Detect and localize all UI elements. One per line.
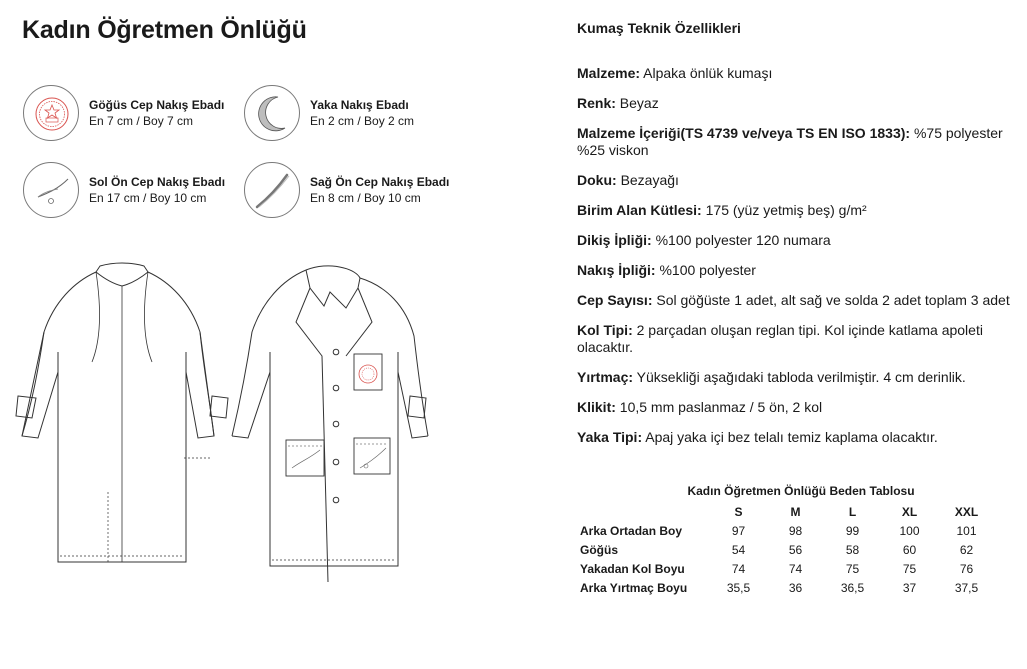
table-cell: 37: [902, 580, 917, 595]
fabric-specs: [577, 20, 1027, 459]
table-cell: 76: [959, 561, 974, 576]
embroidery-title: Yaka Nakış Ebadı: [310, 98, 409, 112]
specs-heading: Kumaş Teknik Özellikleri: [577, 20, 741, 36]
coat-front-drawing: [232, 266, 428, 582]
row-label: Yakadan Kol Boyu: [580, 561, 685, 576]
table-cell: 60: [902, 542, 917, 557]
embroidery-size: En 17 cm / Boy 10 cm: [89, 191, 207, 205]
spec-color: Renk: Beyaz: [577, 95, 659, 111]
spec-embroidery-thread: Nakış İpliği: %100 polyester: [577, 262, 756, 278]
size-table: [577, 484, 995, 597]
table-cell: 74: [731, 561, 746, 576]
table-cell: 99: [845, 523, 860, 538]
size-header: S: [734, 504, 743, 519]
size-header: M: [790, 504, 801, 519]
swoosh-icon: [23, 162, 79, 218]
spec-sewing-thread: Dikiş İpliği: %100 polyester 120 numara: [577, 232, 831, 248]
table-row: [577, 521, 995, 540]
spec-slit: Yırtmaç: Yüksekliği aşağıdaki tabloda verilmiştir. 4 cm derinlik.: [577, 369, 966, 385]
size-header-row: [577, 502, 995, 521]
row-label: Göğüs: [580, 542, 618, 557]
coat-back-drawing: [16, 263, 228, 562]
size-table-title: Kadın Öğretmen Önlüğü Beden Tablosu: [687, 484, 915, 498]
spec-sleeve-type: Kol Tipi: 2 parçadan oluşan reglan tipi. Kol içinde katlama apoleti olacaktır.: [577, 322, 983, 355]
emblem-icon: [23, 85, 79, 141]
table-cell: 56: [788, 542, 803, 557]
table-cell: 97: [731, 523, 746, 538]
embroidery-title: Sol Ön Cep Nakış Ebadı: [89, 175, 226, 189]
table-row: [577, 540, 995, 559]
table-cell: 74: [788, 561, 803, 576]
table-cell: 100: [899, 523, 920, 538]
table-cell: 75: [845, 561, 860, 576]
embroidery-size: En 8 cm / Boy 10 cm: [310, 191, 421, 205]
table-cell: 101: [956, 523, 977, 538]
embroidery-title: Sağ Ön Cep Nakış Ebadı: [310, 175, 450, 189]
spec-snap: Klikit: 10,5 mm paslanmaz / 5 ön, 2 kol: [577, 399, 823, 415]
embroidery-size: En 2 cm / Boy 2 cm: [310, 114, 415, 128]
table-row: [577, 559, 995, 578]
embroidery-left-front-pocket: [23, 162, 225, 218]
size-header-blank: [577, 502, 710, 521]
table-cell: 37,5: [954, 580, 979, 595]
embroidery-right-front-pocket: [244, 162, 449, 218]
embroidery-title: Göğüs Cep Nakış Ebadı: [89, 98, 225, 112]
embroidery-size: En 7 cm / Boy 7 cm: [89, 114, 194, 128]
table-cell: 62: [959, 542, 974, 557]
table-cell: 35,5: [726, 580, 751, 595]
spec-weave: Doku: Bezayağı: [577, 172, 679, 188]
table-cell: 36,5: [840, 580, 865, 595]
table-row: [577, 578, 995, 597]
coat-drawings: [14, 262, 434, 587]
embroidery-chest-pocket: [23, 85, 224, 141]
row-label: Arka Ortadan Boy: [580, 523, 683, 538]
size-header: XL: [901, 504, 918, 519]
table-cell: 98: [788, 523, 803, 538]
spec-weight: Birim Alan Kütlesi: 175 (yüz yetmiş beş) g/m²: [577, 202, 867, 218]
table-cell: 54: [731, 542, 746, 557]
size-header: L: [848, 504, 857, 519]
size-header: XXL: [954, 504, 979, 519]
table-cell: 75: [902, 561, 917, 576]
stripe-icon: [244, 162, 300, 218]
spec-content: Malzeme İçeriği(TS 4739 ve/veya TS EN ISO 1833): %75 polyester %25 viskon: [577, 125, 1003, 158]
spec-pocket-count: Cep Sayısı: Sol göğüste 1 adet, alt sağ ve solda 2 adet toplam 3 adet: [577, 292, 1010, 308]
spec-collar-type: Yaka Tipi: Apaj yaka içi bez telalı temiz kaplama olacaktır.: [577, 429, 938, 445]
row-label: Arka Yırtmaç Boyu: [580, 580, 688, 595]
crescent-icon: [244, 85, 300, 141]
table-cell: 36: [788, 580, 803, 595]
table-cell: 58: [845, 542, 860, 557]
embroidery-collar: [244, 85, 414, 141]
page-title: Kadın Öğretmen Önlüğü: [22, 16, 307, 44]
spec-material: Malzeme: Alpaka önlük kumaşı: [577, 65, 773, 81]
